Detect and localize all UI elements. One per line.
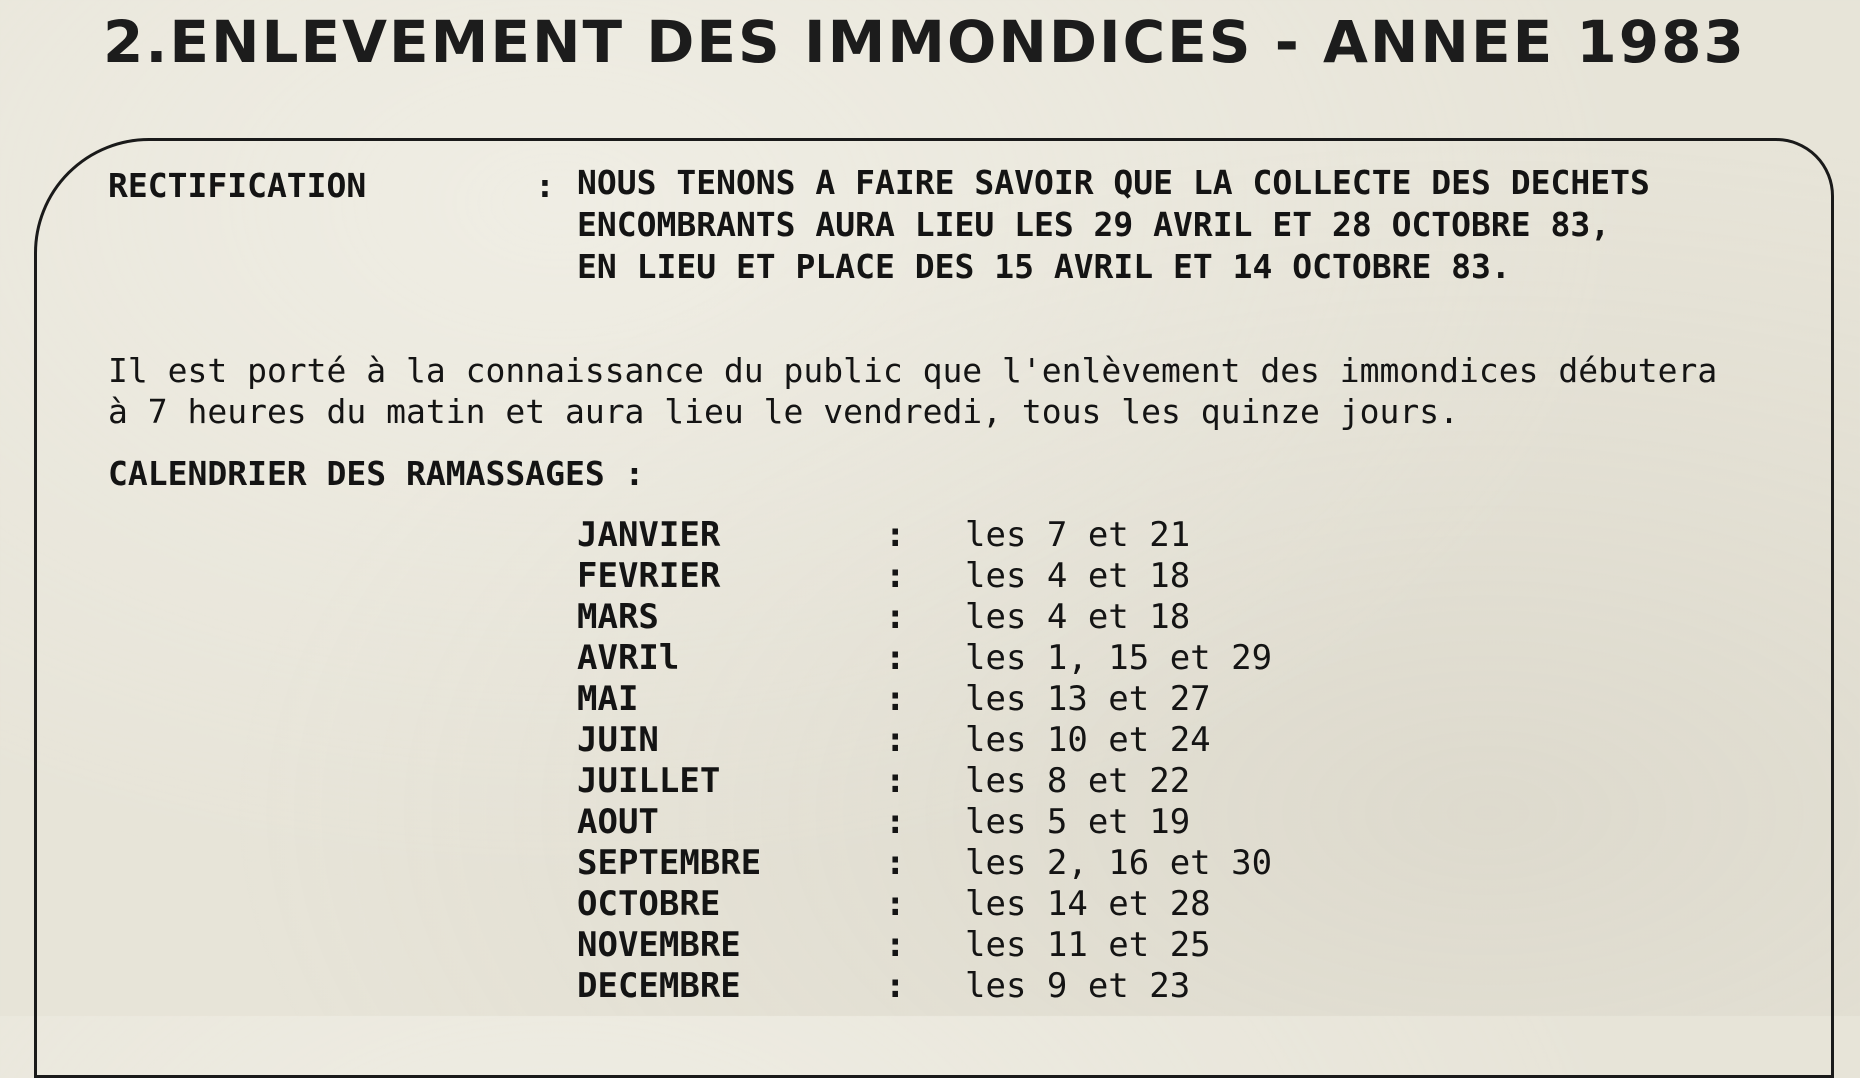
calendar-dates: les 5 et 19 (965, 802, 1191, 842)
rectification-label: RECTIFICATION (108, 166, 367, 205)
calendar-month: AOUT (577, 802, 659, 842)
calendar-month: JUIN (577, 720, 659, 760)
calendar-month: SEPTEMBRE (577, 843, 762, 883)
calendar-dates: les 8 et 22 (965, 761, 1191, 801)
rectification-line: EN LIEU ET PLACE DES 15 AVRIL ET 14 OCTOBRE 83. (577, 247, 1511, 286)
calendar-month: MAI (577, 679, 639, 719)
calendar-month: MARS (577, 597, 659, 637)
notice-line: Il est porté à la connaissance du public que l'enlèvement des immondices débutera (108, 351, 1718, 390)
calendar-separator: : (885, 720, 906, 760)
calendar-month: AVRIl (577, 638, 680, 678)
calendar-separator: : (885, 925, 906, 965)
calendar-separator: : (885, 556, 906, 596)
rectification-text (577, 162, 1650, 288)
calendar-separator: : (885, 802, 906, 842)
calendar-separator: : (885, 884, 906, 924)
notice-line: à 7 heures du matin et aura lieu le vendredi, tous les quinze jours. (108, 392, 1460, 431)
calendar-separator: : (885, 679, 906, 719)
calendar-dates: les 11 et 25 (965, 925, 1211, 965)
rectification-line: NOUS TENONS A FAIRE SAVOIR QUE LA COLLECTE DES DECHETS (577, 163, 1650, 202)
rectification-line: ENCOMBRANTS AURA LIEU LES 29 AVRIL ET 28 OCTOBRE 83, (577, 205, 1611, 244)
calendar-dates: les 9 et 23 (965, 966, 1191, 1006)
calendar-separator: : (885, 597, 906, 637)
calendar-heading: CALENDRIER DES RAMASSAGES : (108, 454, 645, 493)
calendar-dates: les 10 et 24 (965, 720, 1211, 760)
rectification-separator: : (535, 166, 555, 205)
calendar-dates: les 4 et 18 (965, 597, 1191, 637)
calendar-month: FEVRIER (577, 556, 721, 596)
calendar-month: OCTOBRE (577, 884, 721, 924)
calendar-dates: les 4 et 18 (965, 556, 1191, 596)
calendar-dates: les 1, 15 et 29 (965, 638, 1273, 678)
calendar-separator: : (885, 843, 906, 883)
calendar-dates: les 7 et 21 (965, 515, 1191, 555)
calendar-dates: les 14 et 28 (965, 884, 1211, 924)
calendar-separator: : (885, 761, 906, 801)
calendar-separator: : (885, 515, 906, 555)
calendar-separator: : (885, 966, 906, 1006)
public-notice (108, 350, 1717, 432)
calendar-dates: les 13 et 27 (965, 679, 1211, 719)
calendar-month: DECEMBRE (577, 966, 741, 1006)
calendar-month: NOVEMBRE (577, 925, 741, 965)
calendar-month: JANVIER (577, 515, 721, 555)
calendar-month: JUILLET (577, 761, 721, 801)
calendar-dates: les 2, 16 et 30 (965, 843, 1273, 883)
calendar-separator: : (885, 638, 906, 678)
page-title: 2.ENLEVEMENT DES IMMONDICES - ANNEE 1983 (103, 8, 1746, 76)
